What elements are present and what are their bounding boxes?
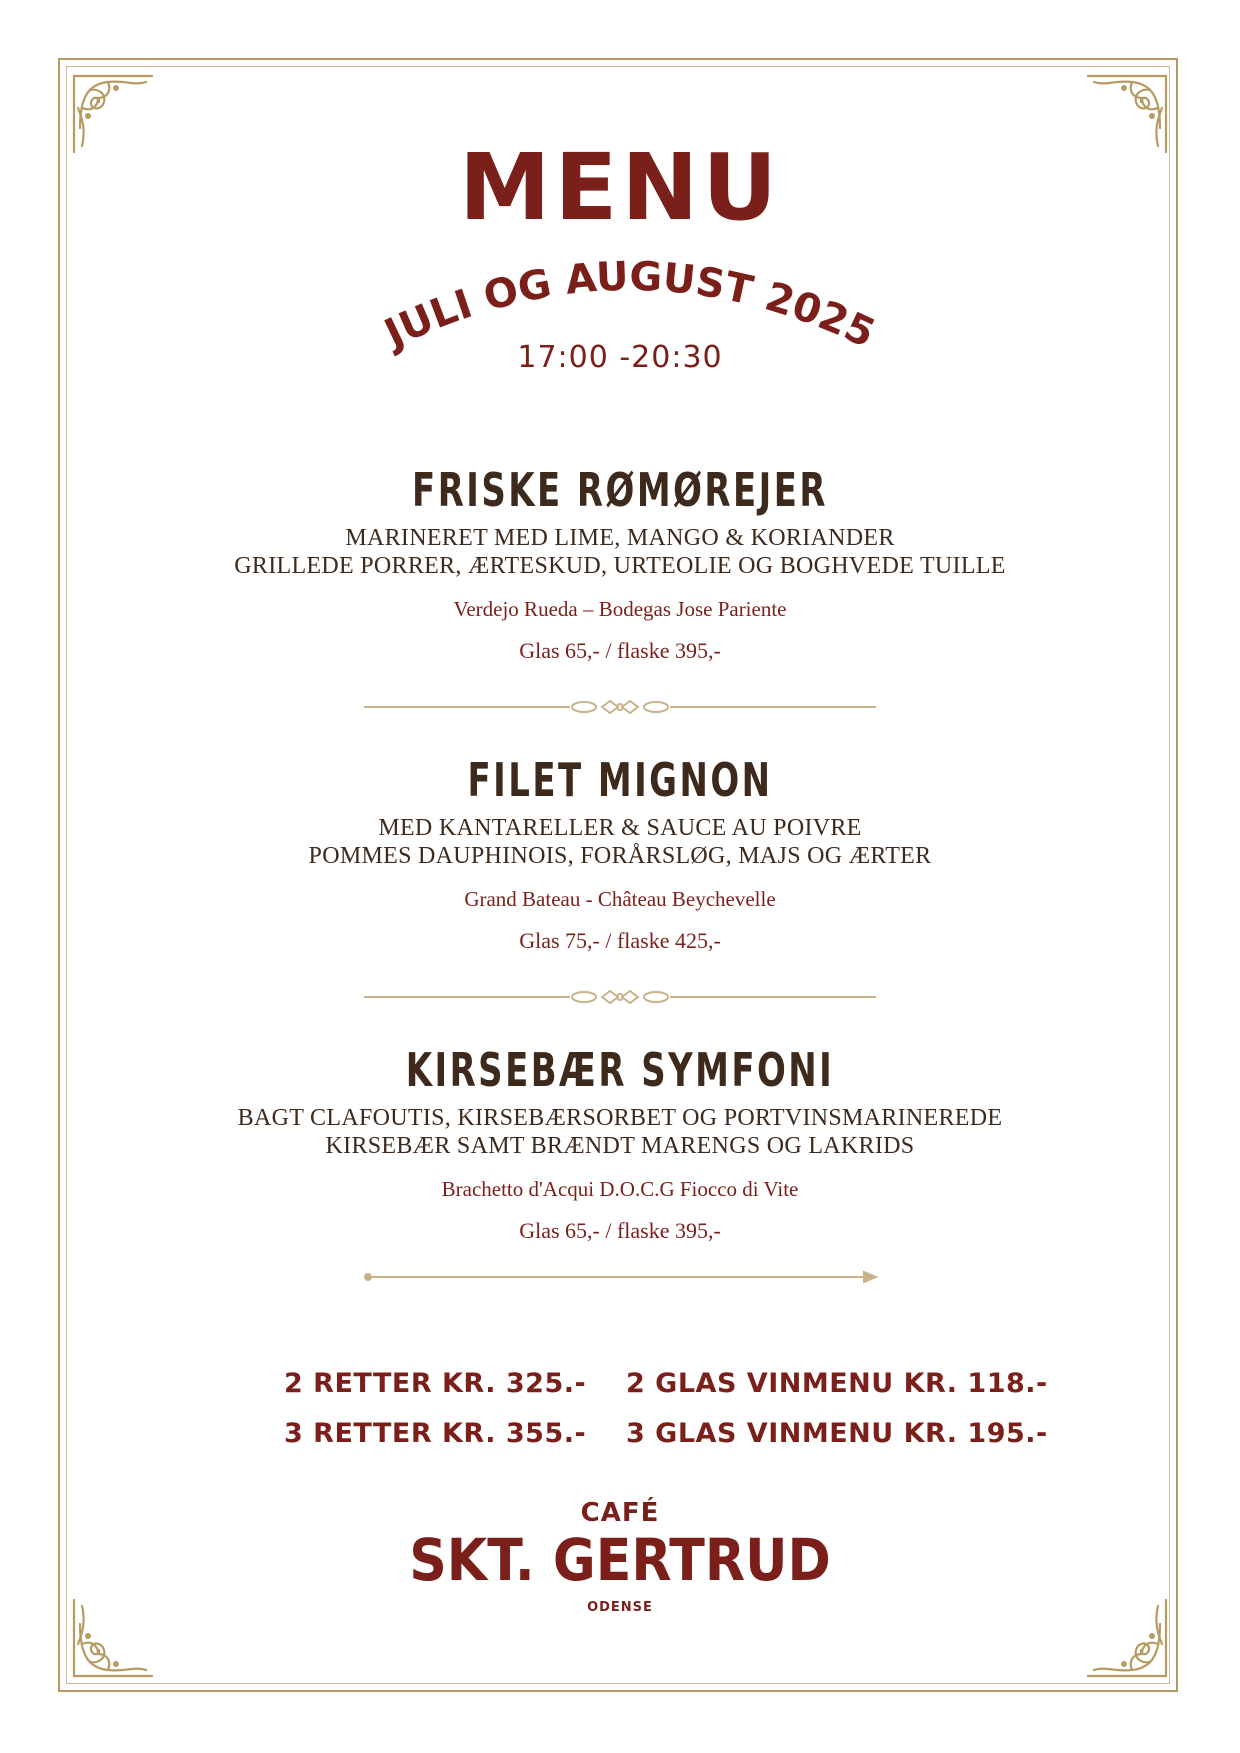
dish-description-line: KIRSEBÆR SAMT BRÆNDT MARENGS OG LAKRIDS xyxy=(325,1133,915,1159)
wine-price: Glas 65,- / flaske 395,- xyxy=(519,638,721,663)
menu-title: MENU xyxy=(458,134,782,241)
serving-hours: 17:00 -20:30 xyxy=(517,340,723,375)
brand-name: SKT. GERTRUD xyxy=(409,1526,831,1594)
offer-2-courses: 2 RETTER KR. 325.- xyxy=(284,1368,587,1399)
dish-description-line: MED KANTARELLER & SAUCE AU POIVRE xyxy=(378,815,862,841)
dish-description-line: MARINERET MED LIME, MANGO & KORIANDER xyxy=(345,525,895,551)
wine-pairing: Brachetto d'Acqui D.O.C.G Fiocco di Vite xyxy=(441,1177,799,1201)
ornamental-divider-icon xyxy=(362,697,878,717)
dish-description-line: GRILLEDE PORRER, ÆRTESKUD, URTEOLIE OG BOGHVEDE TUILLE xyxy=(234,553,1006,579)
menu-period-text: JULI OG AUGUST 2025 xyxy=(378,253,882,358)
dish-description-line: BAGT CLAFOUTIS, KIRSEBÆRSORBET OG PORTVINSMARINEREDE xyxy=(237,1105,1003,1131)
offer-3-glass-wine: 3 GLAS VINMENU KR. 195.- xyxy=(626,1418,1048,1449)
dish-name: FILET MIGNON xyxy=(467,753,773,807)
wine-price: Glas 75,- / flaske 425,- xyxy=(519,928,721,953)
offer-2-glass-wine: 2 GLAS VINMENU KR. 118.- xyxy=(626,1368,1048,1399)
brand-city: ODENSE xyxy=(587,1600,653,1615)
dish-description-line: POMMES DAUPHINOIS, FORÅRSLØG, MAJS OG ÆRTER xyxy=(308,843,932,869)
wine-pairing: Grand Bateau - Château Beychevelle xyxy=(464,887,776,911)
ornamental-divider-icon xyxy=(362,987,878,1007)
dish-name: KIRSEBÆR SYMFONI xyxy=(405,1043,835,1097)
wine-price: Glas 65,- / flaske 395,- xyxy=(519,1218,721,1243)
wine-pairing: Verdejo Rueda – Bodegas Jose Pariente xyxy=(453,597,787,621)
dish-name: FRISKE RØMØREJER xyxy=(412,463,828,517)
offer-3-courses: 3 RETTER KR. 355.- xyxy=(284,1418,587,1449)
brand-prefix: CAFÉ xyxy=(580,1498,660,1528)
arrow-divider-icon xyxy=(362,1267,878,1287)
